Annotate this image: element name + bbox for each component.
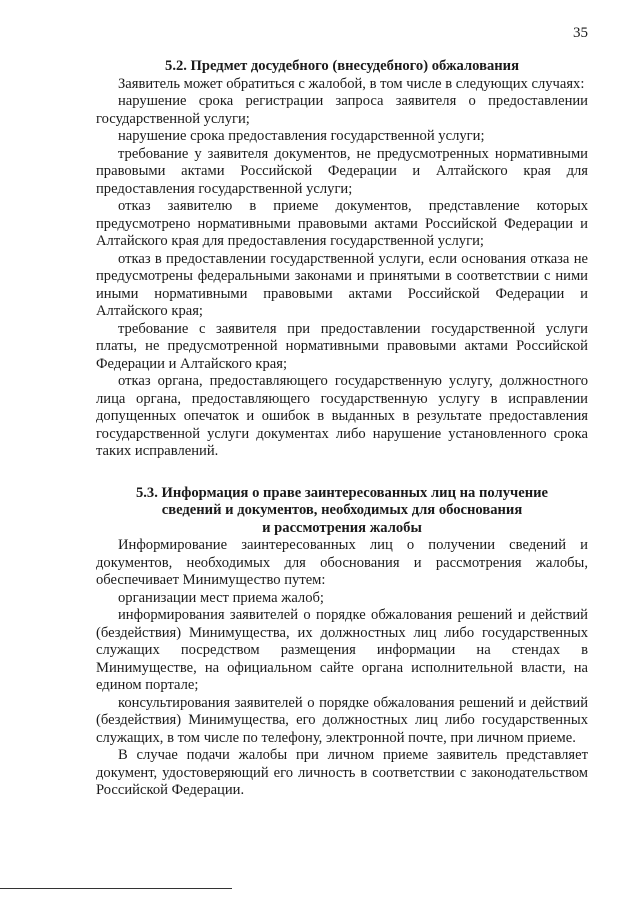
footnote-separator-line xyxy=(0,888,232,889)
paragraph: отказ в предоставлении государственной услуги, если основания отказа не предусмотрены федеральными законами и принятыми в соответствии с ними иными нормативными правовыми актами Российской Федерации и Алтайского края; xyxy=(96,250,588,319)
paragraph: организации мест приема жалоб; xyxy=(118,589,324,606)
paragraph: требование с заявителя при предоставлении государственной услуги платы, не предусмотренной нормативными правовыми актами Российской Федерации и Алтайского края; xyxy=(96,320,588,372)
paragraph: В случае подачи жалобы при личном приеме заявитель представляет документ, удостоверяющий его личность в соответствии с законодательством Российской Федерации. xyxy=(96,747,588,798)
section-5-3-heading-line-1: 5.3. Информация о праве заинтересованных лиц на получение xyxy=(135,484,548,501)
paragraph: отказ заявителю в приеме документов, представление которых предусмотрено нормативными правовыми актами Российской Федерации и Алтайского края для предоставления государственной услуги; xyxy=(96,198,588,249)
section-5-3-heading-line-3: и рассмотрения жалобы xyxy=(262,519,422,536)
paragraph: Заявитель может обратиться с жалобой, в том числе в следующих случаях: xyxy=(118,75,585,92)
section-gap xyxy=(96,461,588,485)
section-5-2-heading: 5.2. Предмет досудебного (внесудебного) обжалования xyxy=(165,58,519,74)
paragraph: отказ органа, предоставляющего государственную услугу, должностного лица органа, предоставляющего государственную услугу в исправлении допущенных опечаток и ошибок в выданных в результате предоставления государственной услуги документах либо нарушение установленного срока таких исправлений. xyxy=(96,373,588,459)
paragraph: консультирования заявителей о порядке обжалования решений и действий (бездействия) Минимущества, его должностных лиц либо государственных служащих, в том числе по телефону, электронной почте, при личном приеме. xyxy=(96,694,588,746)
document-body xyxy=(96,58,588,800)
page-number: 35 xyxy=(573,25,588,41)
paragraph: информирования заявителей о порядке обжалования решений и действий (бездействия) Минимущества, их должностных лиц либо государственных служащих посредством размещения информации на стендах в Минимуществе, на официальном сайте органа исполнительной власти, на едином портале; xyxy=(96,607,588,693)
paragraph: нарушение срока предоставления государственной услуги; xyxy=(118,128,485,144)
paragraph: нарушение срока регистрации запроса заявителя о предоставлении государственной услуги; xyxy=(96,93,588,127)
paragraph: требование у заявителя документов, не предусмотренных нормативными правовыми актами Российской Федерации и Алтайского края для предоставления государственной услуги; xyxy=(96,145,588,197)
paragraph: Информирование заинтересованных лиц о получении сведений и документов, необходимых для обоснования и рассмотрения жалобы, обеспечивает Минимущество путем: xyxy=(96,537,588,588)
section-5-3-heading-line-2: сведений и документов, необходимых для обоснования xyxy=(161,502,523,518)
